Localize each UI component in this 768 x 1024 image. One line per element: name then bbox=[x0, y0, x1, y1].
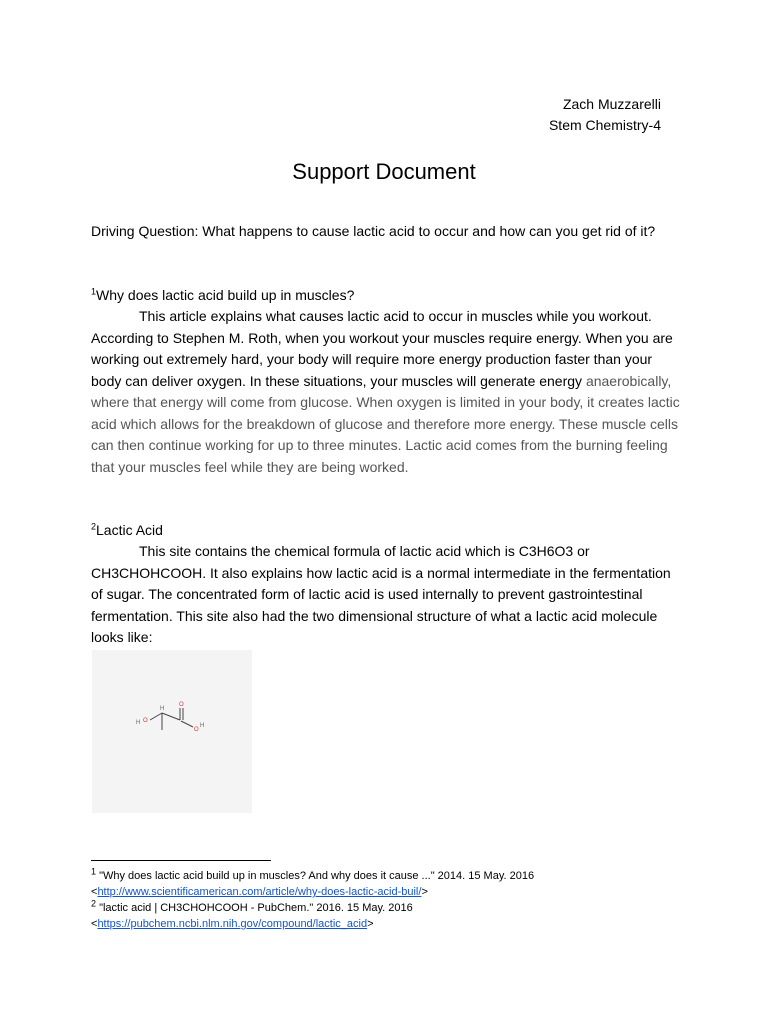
section2-body: This site contains the chemical formula of lactic acid which is C3H6O3 or CH3CHOHCOOH. It also explains how lactic acid is a normal intermediate in the fermentation of sugar. The concentrated form of lactic acid is used internally to prevent gastrointestinal fermentation. This site also had the two dimensional structure of what a lactic acid molecule looks like: bbox=[91, 543, 671, 645]
footnote-2-line2 bbox=[91, 917, 711, 933]
section1-body bbox=[91, 306, 681, 478]
atom-h-right: H bbox=[200, 723, 205, 729]
course-name: Stem Chemistry-4 bbox=[548, 117, 661, 133]
footnote-1-line1 bbox=[91, 866, 711, 885]
footnote-1-link[interactable]: http://www.scientificamerican.com/article/why-does-lactic-acid-buil/ bbox=[97, 886, 422, 898]
footnote-2-open-bracket: < bbox=[91, 918, 98, 930]
footnote-2-link[interactable]: https://pubchem.ncbi.nlm.nih.gov/compound/lactic_acid bbox=[97, 918, 368, 930]
footnote-divider bbox=[91, 860, 271, 861]
atom-o-carbonyl: O bbox=[179, 702, 184, 708]
page-title: Support Document bbox=[292, 159, 476, 184]
section1-body-main: This article explains what causes lactic acid to occur in muscles while you workout. According to Stephen M. Roth, when you workout your muscles require energy. When you are working out extremely hard, your body will require more energy production faster than your body can deliver oxygen. In these situations, your muscles will generate energy bbox=[91, 308, 673, 389]
atom-h-top: H bbox=[160, 706, 165, 712]
footnote-1-line2 bbox=[91, 885, 711, 901]
footnote-1-open-bracket: < bbox=[91, 886, 98, 898]
section1-body-grey: anaerobically, where that energy will come from glucose. When oxygen is limited in your body, it creates lactic acid which allows for the breakdown of glucose and therefore more energy. These muscle cells can then continue working for up to three minutes. Lactic acid comes from the burning feeling that your muscles feel while they are being worked. bbox=[91, 372, 680, 475]
footnote-2-line1 bbox=[91, 898, 711, 917]
lactic-acid-structure-image bbox=[92, 650, 252, 813]
footnote-2-number: 2 bbox=[91, 898, 97, 909]
footnote-ref-1[interactable]: 1 bbox=[91, 286, 97, 297]
footnote-1-number: 1 bbox=[91, 866, 97, 877]
atom-h-left: H bbox=[136, 720, 141, 726]
footnote-1-close-bracket: > bbox=[421, 886, 428, 898]
section2-heading-text: Lactic Acid bbox=[96, 522, 163, 538]
footnote-1-text: "Why does lactic acid build up in muscles? And why does it cause ..." 2014. 15 May. 2016 bbox=[96, 870, 535, 882]
driving-question: Driving Question: What happens to cause lactic acid to occur and how can you get rid of it? bbox=[91, 223, 656, 239]
atom-o-hydroxyl: O bbox=[194, 727, 199, 733]
section2-heading bbox=[91, 520, 681, 542]
bond-c-oh bbox=[181, 721, 193, 727]
footnote-2-text: "lactic acid | CH3CHOHCOOH - PubChem." 2016. 15 May. 2016 bbox=[96, 902, 413, 914]
author-name: Zach Muzzarelli bbox=[562, 96, 661, 112]
lactic-acid-molecule-diagram bbox=[92, 650, 252, 813]
atom-o-left: O bbox=[143, 718, 148, 724]
footnote-ref-2[interactable]: 2 bbox=[91, 521, 97, 532]
bond-c-c bbox=[162, 713, 180, 720]
footnote-2-close-bracket: > bbox=[367, 918, 374, 930]
section1-heading bbox=[91, 285, 681, 307]
bond-ho-c bbox=[150, 713, 162, 720]
section1-heading-text: Why does lactic acid build up in muscles? bbox=[96, 287, 355, 303]
